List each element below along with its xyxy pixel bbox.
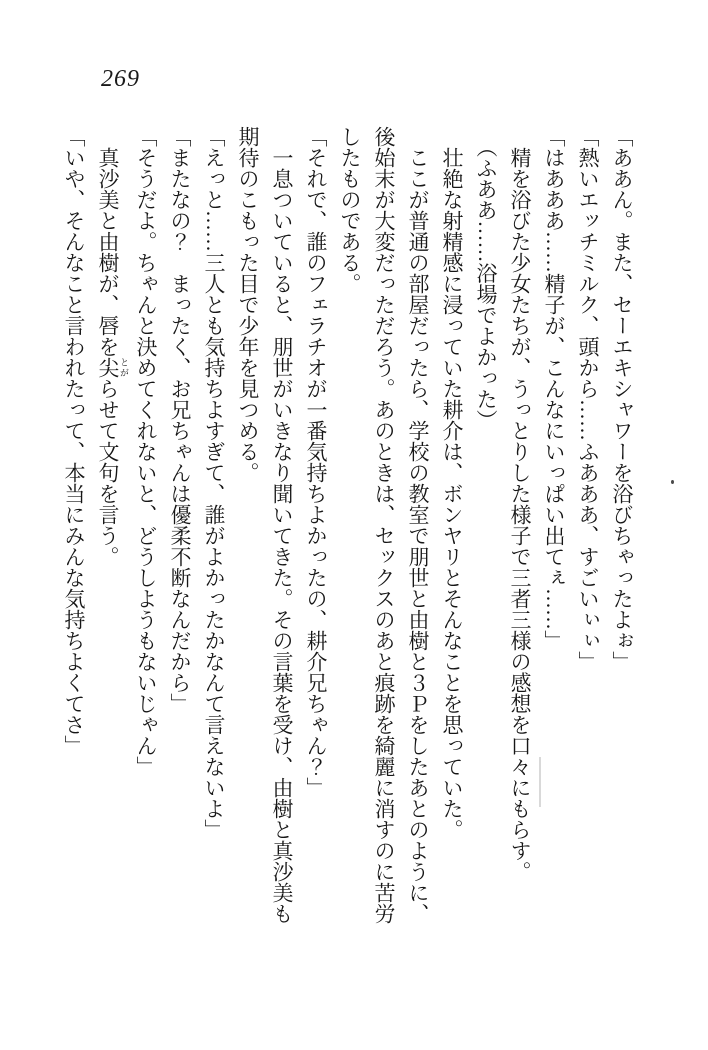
paragraph-dialogue-3: 「はあああ……精子が、こんなにいっぱい出てぇ……」 (542, 126, 566, 651)
scan-speck-artifact (671, 480, 674, 484)
ruby-word (96, 357, 129, 378)
paragraph-narration-3: ここが普通の部屋だったら、学校の教室で朋世と由樹と３Ｐをしたあとのように、後始末が大変だっただろう。あのときは、セックスのあと痕跡を綺麗に消すのに苦労したものである。 (338, 126, 430, 924)
ruby-furigana: とが (119, 357, 129, 378)
paragraph-dialogue-2: 「熱いエッチミルク、頭から……ふあああ、すごいぃぃ」 (576, 126, 600, 672)
page-number: 269 (101, 66, 140, 92)
text-block (57, 126, 639, 928)
paragraph-narration-2: 壮絶な射精感に浸っていた耕介は、ボンヤリとそんなことを思っていた。 (440, 126, 464, 840)
paragraph-dialogue-4: 「それで、誰のフェラチオが一番気持ちよかったの、耕介兄ちゃん？」 (304, 126, 328, 798)
paragraph-dialogue-5: 「えっと……三人とも気持ちよすぎて、誰がよかったかなんて言えないよ」 (202, 126, 226, 840)
scan-streak-artifact (539, 757, 541, 807)
paragraph-dialogue-1: 「ああん。また、セーエキシャワーを浴びちゃったよぉ」 (610, 126, 634, 672)
ruby-base: 尖 (96, 357, 120, 378)
paragraph-dialogue-8: 「いや、そんなこと言われたって、本当にみんな気持ちよくてさ」 (62, 126, 86, 756)
narration-5-before: 真沙美と由樹が、唇を (96, 126, 120, 357)
paragraph-narration-5 (91, 126, 129, 928)
paragraph-narration-4: 一息ついていると、朋世がいきなり聞いてきた。その言葉を受け、由樹と真沙美も期待のこもった目で少年を見つめる。 (236, 126, 294, 924)
paragraph-dialogue-7: 「そうだよ。ちゃんと決めてくれないと、どうしようもないじゃん」 (134, 126, 158, 777)
narration-5-after: らせて文句を言う。 (96, 378, 120, 567)
paragraph-narration-1: 精を浴びた少女たちが、うっとりした様子で三者三様の感想を口々にもらす。 (508, 126, 532, 882)
paragraph-dialogue-6: 「またなの？ まったく、お兄ちゃんは優柔不断なんだから」 (168, 126, 192, 714)
paragraph-thought-1: （ふああ……浴場でよかった） (474, 126, 498, 431)
